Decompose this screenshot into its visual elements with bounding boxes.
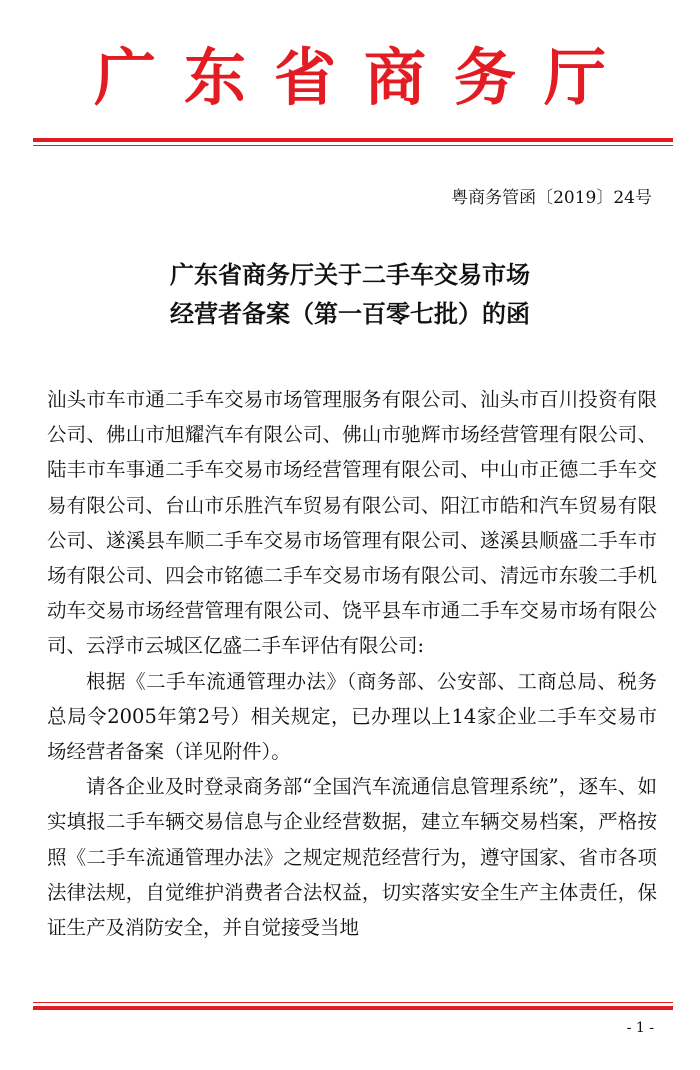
document-title-line-2: 经营者备案（第一百零七批）的函 — [170, 299, 530, 328]
issuing-authority-header: 广东省商务厅 — [93, 41, 634, 114]
body-paragraph-1: 根据《二手车流通管理办法》（商务部、公安部、工商总局、税务总局令2005年第2号）相关规定，已办理以上14家企业二手车交易市场经营者备案（详见附件）。 — [47, 669, 657, 764]
addressee-list: 汕头市车市通二手车交易市场管理服务有限公司、汕头市百川投资有限公司、佛山市旭耀汽车有限公司、佛山市驰辉市场经营管理有限公司、陆丰市车事通二手车交易市场经营管理有限公司、中山市正德二手车交易有限公司、台山市乐胜汽车贸易有限公司、阳江市皓和汽车贸易有限公司、遂溪县车顺二手车交易市场管理有限公司、遂溪县顺盛二手车市场有限公司、四会市铭德二手车交易市场有限公司、清远市东骏二手机动车交易市场经营管理有限公司、饶平县车市通二手车交易市场有限公司、云浮市云城区亿盛二手车评估有限公司: — [47, 388, 657, 658]
body-paragraph-2: 请各企业及时登录商务部“全国汽车流通信息管理系统”，逐车、如实填报二手车辆交易信息与企业经营数据，建立车辆交易档案，严格按照《二手车流通管理办法》之规定规范经营行为，遵守国家、省市各项法律法规，自觉维护消费者合法权益，切实落实安全生产主体责任，保证生产及消防安全，并自觉接受当地 — [47, 775, 657, 940]
document-body — [47, 382, 657, 945]
document-title-line-1: 广东省商务厅关于二手车交易市场 — [170, 260, 530, 289]
document-title — [0, 255, 700, 333]
header-rule-thin — [33, 145, 673, 146]
header-rule-thick — [33, 138, 673, 142]
page-number: - 1 - — [626, 1020, 654, 1036]
footer-rule-thin — [33, 1002, 673, 1003]
footer-rule-thick — [33, 1006, 673, 1010]
document-number: 粤商务管函〔2019〕24号 — [451, 188, 652, 208]
